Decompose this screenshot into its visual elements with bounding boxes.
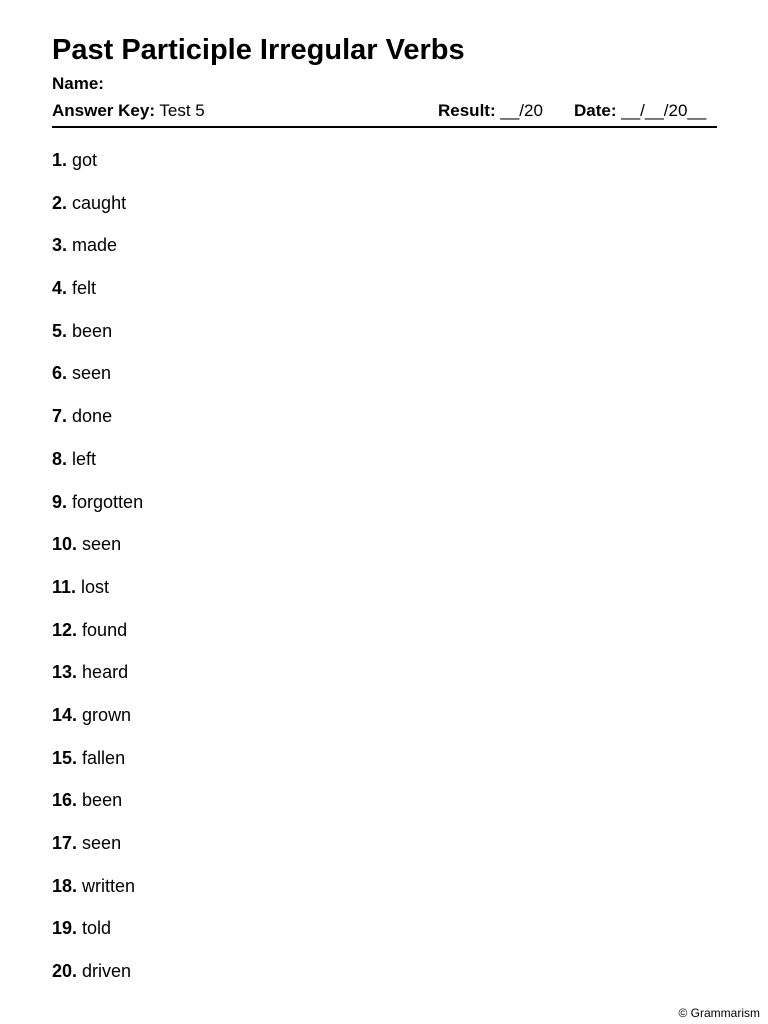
answer-key	[52, 101, 205, 121]
answer-number: 4.	[52, 278, 68, 299]
answer-word: felt	[72, 278, 97, 299]
answer-item	[52, 960, 143, 1003]
answer-item	[52, 448, 143, 491]
answer-item	[52, 234, 143, 277]
answer-number: 18.	[52, 875, 78, 896]
header-divider	[52, 126, 717, 128]
answer-item	[52, 362, 143, 405]
answer-item	[52, 320, 143, 363]
answer-number: 8.	[52, 448, 68, 469]
answer-word: told	[82, 918, 112, 939]
answer-number: 12.	[52, 619, 78, 640]
answer-number: 14.	[52, 704, 78, 725]
answer-number: 10.	[52, 534, 78, 555]
name-label: Name:	[52, 74, 104, 93]
answer-list	[52, 149, 143, 1003]
answer-number: 16.	[52, 790, 78, 811]
answer-item	[52, 832, 143, 875]
answer-word: fallen	[82, 747, 126, 768]
answer-word: heard	[82, 662, 129, 683]
answer-word: seen	[82, 534, 122, 555]
result-value: __/20	[500, 101, 543, 120]
answer-item	[52, 661, 143, 704]
answer-item	[52, 747, 143, 790]
answer-word: driven	[82, 961, 132, 982]
answer-number: 20.	[52, 961, 78, 982]
answer-number: 7.	[52, 406, 68, 427]
answer-number: 13.	[52, 662, 78, 683]
answer-word: got	[72, 150, 98, 170]
date	[574, 101, 706, 121]
answer-item	[52, 149, 143, 192]
answer-key-value: Test 5	[159, 101, 205, 120]
answer-word: caught	[72, 192, 127, 213]
answer-item	[52, 533, 143, 576]
answer-word: found	[82, 619, 128, 640]
answer-word: made	[72, 235, 118, 256]
answer-number: 11.	[52, 576, 77, 597]
answer-number: 3.	[52, 235, 68, 256]
answer-item	[52, 405, 143, 448]
answer-item	[52, 277, 143, 320]
page-title: Past Participle Irregular Verbs	[52, 34, 465, 66]
answer-number: 5.	[52, 320, 68, 341]
answer-word: seen	[72, 363, 112, 384]
answer-item	[52, 192, 143, 235]
answer-word: done	[72, 406, 113, 427]
answer-word: left	[72, 448, 97, 469]
answer-number: 2.	[52, 192, 68, 213]
answer-word: written	[82, 875, 136, 896]
date-label: Date:	[574, 101, 617, 120]
answer-word: grown	[82, 704, 132, 725]
result	[438, 101, 543, 121]
answer-word: seen	[82, 833, 122, 853]
answer-item	[52, 917, 143, 960]
answer-number: 17.	[52, 833, 78, 853]
answer-key-label: Answer Key:	[52, 101, 155, 120]
copyright-footer: © Grammarism	[678, 1006, 760, 1020]
answer-number: 9.	[52, 491, 68, 512]
answer-word: forgotten	[72, 491, 144, 512]
answer-word: been	[72, 320, 113, 341]
result-label: Result:	[438, 101, 496, 120]
answer-number: 19.	[52, 918, 78, 939]
answer-item	[52, 619, 143, 662]
answer-item	[52, 576, 143, 619]
answer-item	[52, 875, 143, 918]
answer-number: 15.	[52, 747, 78, 768]
worksheet-meta-row	[52, 101, 716, 121]
answer-number: 6.	[52, 363, 68, 384]
answer-item	[52, 704, 143, 747]
answer-word: been	[82, 790, 123, 811]
answer-item	[52, 789, 143, 832]
date-value: __/__/20__	[621, 101, 707, 120]
answer-item	[52, 491, 143, 534]
answer-word: lost	[81, 576, 110, 597]
answer-number: 1.	[52, 150, 68, 170]
